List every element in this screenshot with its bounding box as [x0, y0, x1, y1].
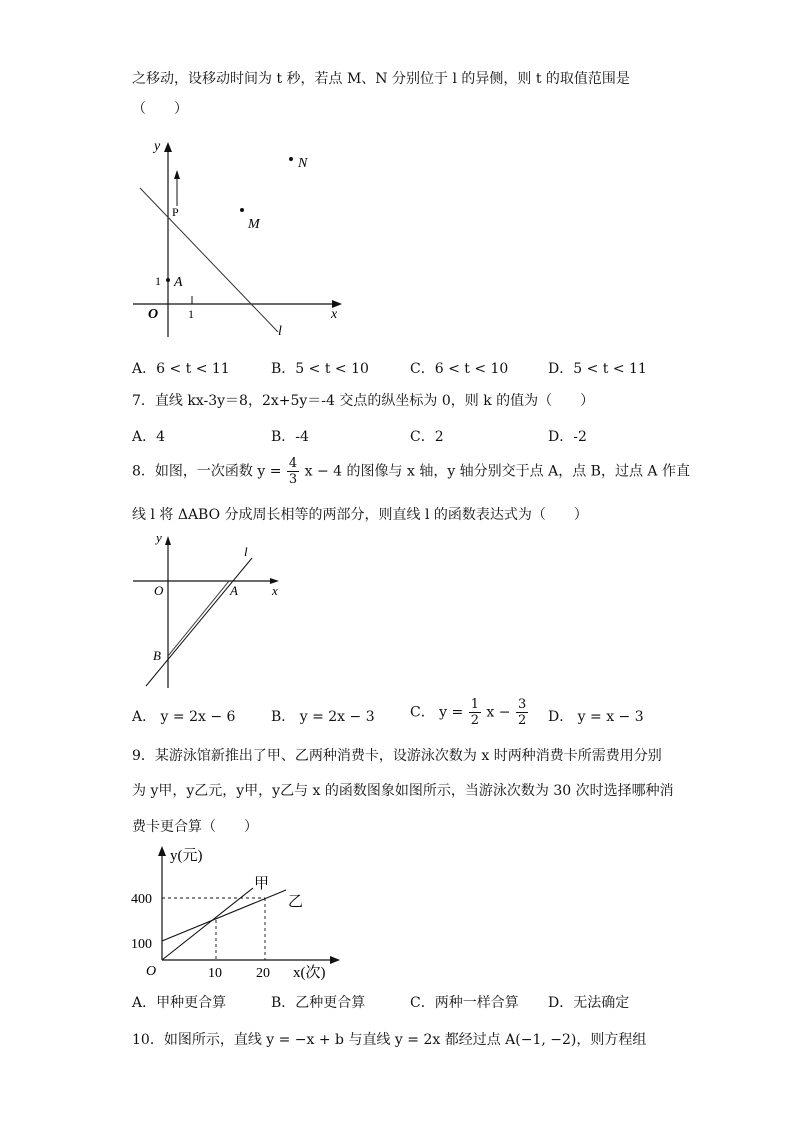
q9-x-label: x(次)	[293, 965, 326, 981]
q6-figure	[128, 132, 358, 344]
q7-option-b[interactable]: B．-4	[271, 429, 309, 445]
q8-c-d1: 2	[470, 713, 479, 728]
q7-stem: 7．直线 kx-3y＝8，2x+5y＝-4 交点的纵坐标为 0，则 k 的值为（ ）	[132, 393, 595, 409]
q8-fraction	[287, 456, 299, 487]
q6-one-y: 1	[155, 274, 161, 288]
q6-y-label: y	[154, 139, 161, 154]
q9-option-c[interactable]: C．两种一样合算	[410, 995, 519, 1011]
q8-y-label: y	[156, 530, 162, 545]
q8-figure	[128, 528, 288, 693]
q6-origin-label: O	[148, 307, 159, 322]
q9-y-label: y(元)	[170, 848, 203, 864]
q6-point-m	[240, 208, 244, 212]
q6-label-a: A	[174, 275, 183, 290]
q8-option-c-mid: x −	[481, 704, 515, 721]
q6-x-label: x	[331, 307, 338, 322]
q6-one-x: 1	[188, 307, 194, 321]
q10-stem: 10．如图所示，直线 y = −x + b 与直线 y = 2x 都经过点 A(−1, −2)，则方程组	[132, 1032, 647, 1048]
q6-arrow-p	[174, 170, 180, 179]
q6-point-a	[166, 278, 170, 282]
q9-tick-10: 10	[208, 966, 222, 981]
q8-frac-den: 3	[288, 472, 298, 487]
q6-option-c[interactable]: C．6 < t < 10	[410, 361, 509, 377]
q8-option-c-frac1	[469, 697, 481, 728]
q8-label-a: A	[230, 583, 238, 598]
q7-option-d[interactable]: D．-2	[548, 429, 587, 445]
q8-option-d[interactable]: D． y = x − 3	[548, 709, 644, 725]
q9-tick-20: 20	[256, 966, 270, 981]
q9-stem-line1: 9．某游泳馆新推出了甲、乙两种消费卡，设游泳次数为 x 时两种消费卡所需费用分别	[132, 748, 662, 764]
q9-stem-line2: 为 y甲，y乙元，y甲，y乙与 x 的函数图象如图所示，当游泳次数为 30 次时选择哪种消	[132, 783, 674, 799]
q6-line-l	[140, 188, 278, 332]
q6-option-b[interactable]: B．5 < t < 10	[271, 361, 369, 377]
q8-option-c-frac2	[516, 697, 528, 728]
q9-origin-label: O	[146, 964, 157, 979]
q6-point-n	[289, 157, 293, 161]
q8-option-c-prefix: C． y =	[410, 704, 468, 721]
q8-x-label: x	[272, 583, 278, 598]
q8-label-l: l	[244, 544, 248, 559]
q8-stem-line1	[132, 456, 690, 487]
q8-function-line	[168, 581, 229, 656]
q8-c-n1: 1	[470, 697, 479, 712]
q8-origin-label: O	[154, 583, 164, 598]
q9-label-yi: 乙	[288, 894, 304, 910]
q8-option-c[interactable]	[410, 697, 529, 728]
q8-c-d2: 2	[517, 713, 527, 728]
q6-label-l: l	[278, 324, 282, 339]
q8-frac-num: 4	[288, 456, 298, 471]
q6-option-a[interactable]: A．6 < t < 11	[132, 361, 230, 377]
q9-line-jia	[162, 888, 253, 960]
q9-figure	[128, 840, 348, 982]
q9-option-a[interactable]: A．甲种更合算	[132, 995, 227, 1011]
q7-option-c[interactable]: C．2	[410, 429, 444, 445]
q6-stem-line1: 之移动，设移动时间为 t 秒，若点 M、N 分别位于 l 的异侧，则 t 的取值范围是	[132, 71, 630, 87]
q9-tick-400: 400	[131, 892, 152, 907]
q8-line-l	[146, 558, 252, 686]
q9-option-d[interactable]: D．无法确定	[548, 995, 630, 1011]
q7-option-a[interactable]: A．4	[132, 429, 166, 445]
q9-label-jia: 甲	[254, 876, 270, 892]
q8-stem-line2: 线 l 将 ΔABO 分成周长相等的两部分，则直线 l 的函数表达式为（ ）	[132, 507, 588, 523]
q9-option-b[interactable]: B．乙种更合算	[271, 995, 366, 1011]
q6-stem-line2: （ ）	[132, 101, 188, 117]
q8-c-n2: 3	[517, 697, 527, 712]
q9-stem-line3: 费卡更合算（ ）	[132, 819, 258, 835]
q8-option-a[interactable]: A． y = 2x − 6	[132, 709, 236, 725]
q8-stem-b: x − 4 的图像与 x 轴，y 轴分别交于点 A，点 B，过点 A 作直	[300, 463, 690, 480]
q8-option-b[interactable]: B． y = 2x − 3	[271, 709, 375, 725]
q6-label-p: P	[172, 205, 179, 219]
q6-label-m: M	[248, 217, 260, 232]
q8-stem-a: 8．如图，一次函数 y =	[132, 463, 286, 480]
q6-label-n: N	[298, 156, 308, 171]
q8-label-b: B	[153, 648, 161, 663]
q9-tick-100: 100	[131, 937, 152, 952]
q6-option-d[interactable]: D．5 < t < 11	[548, 361, 647, 377]
